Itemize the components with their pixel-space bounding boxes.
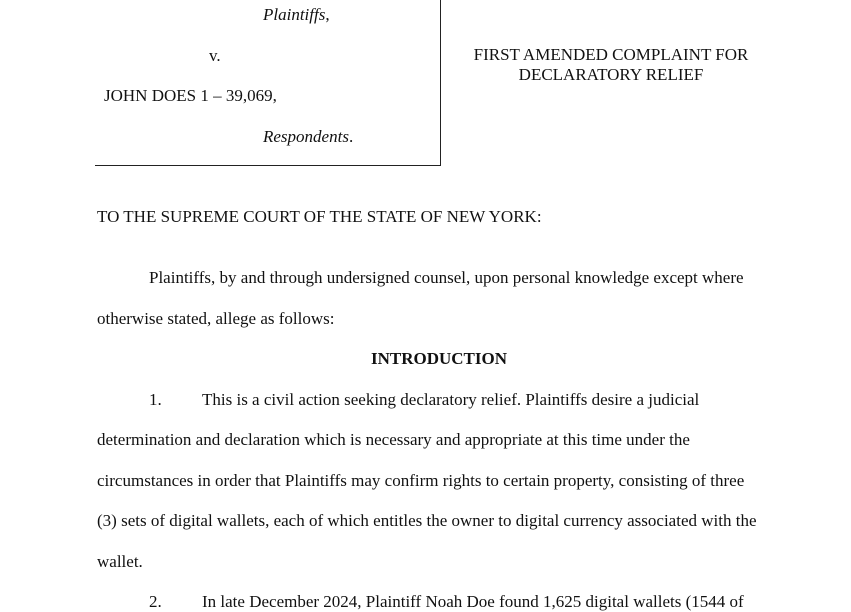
paragraph-1-line-3: circumstances in order that Plaintiffs may confirm rights to certain property, consisting of three bbox=[97, 471, 745, 490]
document-title-line-2: DECLARATORY RELIEF bbox=[518, 65, 704, 84]
preamble-line-1: Plaintiffs, by and through undersigned counsel, upon personal knowledge except where bbox=[149, 268, 744, 287]
plaintiffs-label: Plaintiffs bbox=[263, 5, 326, 24]
plaintiffs-comma: , bbox=[325, 5, 330, 24]
paragraph-2-number: 2. bbox=[149, 592, 162, 611]
paragraph-1-number: 1. bbox=[149, 390, 162, 409]
versus-label: v. bbox=[209, 46, 221, 65]
plaintiffs-caption bbox=[263, 5, 330, 25]
caption-box-bottom-border bbox=[95, 165, 441, 166]
paragraph-1-line-1: This is a civil action seeking declaratory relief. Plaintiffs desire a judicial bbox=[202, 390, 700, 409]
defendants-name: JOHN DOES 1 – 39,069, bbox=[104, 86, 277, 105]
court-address: TO THE SUPREME COURT OF THE STATE OF NEW YORK: bbox=[97, 207, 542, 226]
respondents-label: Respondents bbox=[263, 127, 349, 146]
section-heading-introduction: INTRODUCTION bbox=[371, 349, 508, 368]
respondents-caption bbox=[263, 127, 353, 147]
preamble-line-2: otherwise stated, allege as follows: bbox=[97, 309, 335, 328]
paragraph-1-line-4: (3) sets of digital wallets, each of which entitles the owner to digital currency associated with the bbox=[97, 511, 757, 530]
paragraph-2-line-1: In late December 2024, Plaintiff Noah Doe found 1,625 digital wallets (1544 of bbox=[202, 592, 744, 611]
paragraph-1-line-5: wallet. bbox=[97, 552, 143, 571]
respondents-period: . bbox=[348, 127, 354, 146]
paragraph-1-line-2: determination and declaration which is necessary and appropriate at this time under the bbox=[97, 430, 690, 449]
document-title-line-1: FIRST AMENDED COMPLAINT FOR bbox=[473, 45, 749, 64]
